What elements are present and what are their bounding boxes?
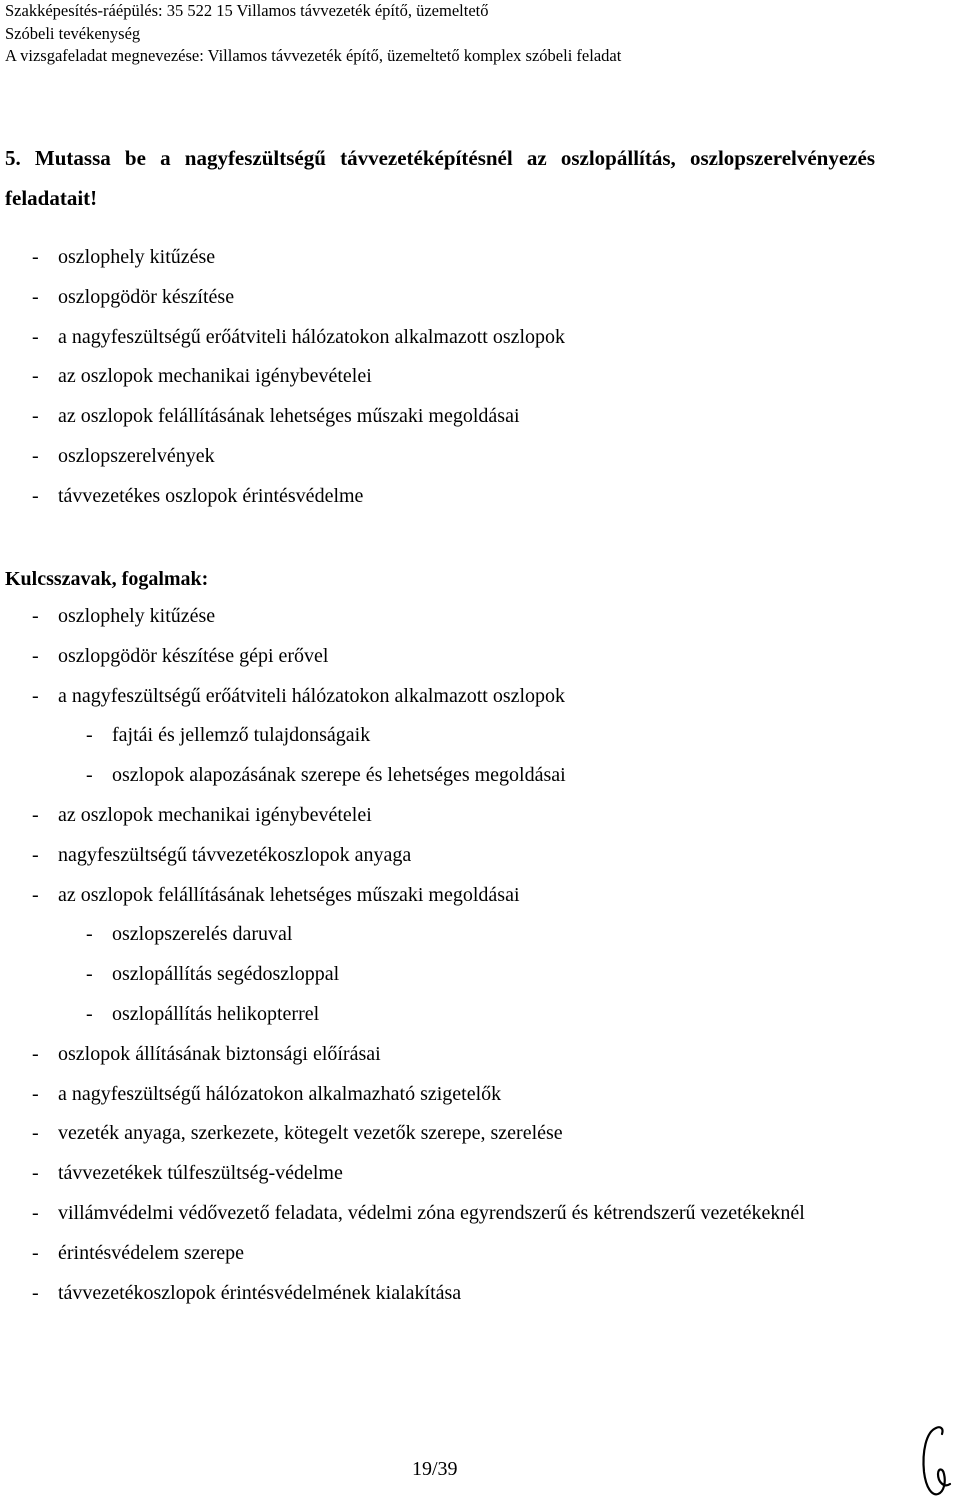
bullet-dash: - xyxy=(32,644,39,667)
bullet-dash: - xyxy=(32,365,39,388)
bullet-dash: - xyxy=(86,764,93,787)
sub-list-item: - oszlopállítás helikopterrel xyxy=(86,995,876,1035)
bullet-dash: - xyxy=(32,605,39,627)
bullet-dash: - xyxy=(32,246,39,268)
sub-list-item: - oszlopok alapozásának szerepe és lehetséges megoldásai xyxy=(86,756,876,796)
bullet-dash: - xyxy=(32,803,39,826)
bullet-dash: - xyxy=(32,444,39,467)
list-item: - a nagyfeszültségű erőátviteli hálózatokon alkalmazott oszlopok xyxy=(32,677,876,717)
header-task-name: A vizsgafeladat megnevezése: Villamos távvezeték építő, üzemeltető komplex szóbeli feladat xyxy=(5,46,622,65)
sub-list-item: - oszlopszerelés daruval xyxy=(86,915,876,955)
list-item: - az oszlopok felállításának lehetséges műszaki megoldásai xyxy=(32,397,565,437)
bullet-dash: - xyxy=(86,923,93,946)
bullet-dash: - xyxy=(86,963,93,986)
header-activity: Szóbeli tevékenység xyxy=(5,23,141,43)
bullet-dash: - xyxy=(32,1201,39,1224)
sub-list-item: - fajtái és jellemző tulajdonságaik xyxy=(86,716,876,756)
bullet-dash: - xyxy=(32,405,39,428)
bullet-dash: - xyxy=(32,1162,39,1185)
list-item: - oszlopszerelvények xyxy=(32,437,565,477)
header-qualification: Szakképesítés-ráépülés: 35 522 15 Villamos távvezeték építő, üzemeltető xyxy=(5,1,489,20)
list-item: - érintésvédelem szerepe xyxy=(32,1234,876,1274)
keywords-heading: Kulcsszavak, fogalmak: xyxy=(5,568,209,590)
bullet-dash: - xyxy=(32,325,39,348)
list-item: - oszlopgödör készítése gépi erővel xyxy=(32,637,876,677)
list-item: - az oszlopok mechanikai igénybevételei xyxy=(32,796,876,836)
page-number: 19/39 xyxy=(412,1458,458,1480)
list-item: - oszlopgödör készítése xyxy=(32,278,565,318)
list-item: - oszlophely kitűzése xyxy=(32,597,876,637)
list-item: - a nagyfeszültségű hálózatokon alkalmazható szigetelők xyxy=(32,1075,876,1115)
list-item: - távvezetékes oszlopok érintésvédelme xyxy=(32,477,565,517)
signature-mark xyxy=(918,1422,954,1500)
list-item: - a nagyfeszültségű erőátviteli hálózatokon alkalmazott oszlopok xyxy=(32,318,565,358)
bullet-dash: - xyxy=(32,1241,39,1264)
bullet-dash: - xyxy=(32,883,39,906)
list-item: - az oszlopok felállításának lehetséges műszaki megoldásai xyxy=(32,876,876,916)
bullet-dash: - xyxy=(32,285,39,308)
document-header xyxy=(5,0,621,68)
bullet-dash: - xyxy=(32,1281,39,1304)
list-item: - távvezetékoszlopok érintésvédelmének kialakítása xyxy=(32,1274,876,1314)
list-item: - oszlophely kitűzése xyxy=(32,238,565,278)
list-item: - nagyfeszültségű távvezetékoszlopok anyaga xyxy=(32,836,876,876)
list-item: - oszlopok állításának biztonsági előírásai xyxy=(32,1035,876,1075)
question-title: 5. Mutassa be a nagyfeszültségű távvezetéképítésnél az oszlopállítás, oszlopszerelvényezés feladatait! xyxy=(5,146,875,210)
bullet-dash: - xyxy=(86,724,93,747)
list-item: - távvezetékek túlfeszültség-védelme xyxy=(32,1154,876,1194)
list-item: - az oszlopok mechanikai igénybevételei xyxy=(32,357,565,397)
topic-list xyxy=(32,238,565,517)
bullet-dash: - xyxy=(32,1122,39,1145)
list-item: - vezeték anyaga, szerkezete, kötegelt vezetők szerepe, szerelése xyxy=(32,1114,876,1154)
bullet-dash: - xyxy=(32,1082,39,1105)
list-item: - villámvédelmi védővezető feladata, védelmi zóna egyrendszerű és kétrendszerű vezetékeknél xyxy=(32,1194,876,1234)
bullet-dash: - xyxy=(32,843,39,866)
bullet-dash: - xyxy=(86,1002,93,1025)
bullet-dash: - xyxy=(32,484,39,507)
bullet-dash: - xyxy=(32,684,39,707)
keyword-list xyxy=(32,597,876,1313)
bullet-dash: - xyxy=(32,1042,39,1065)
sub-list-item: - oszlopállítás segédoszloppal xyxy=(86,955,876,995)
